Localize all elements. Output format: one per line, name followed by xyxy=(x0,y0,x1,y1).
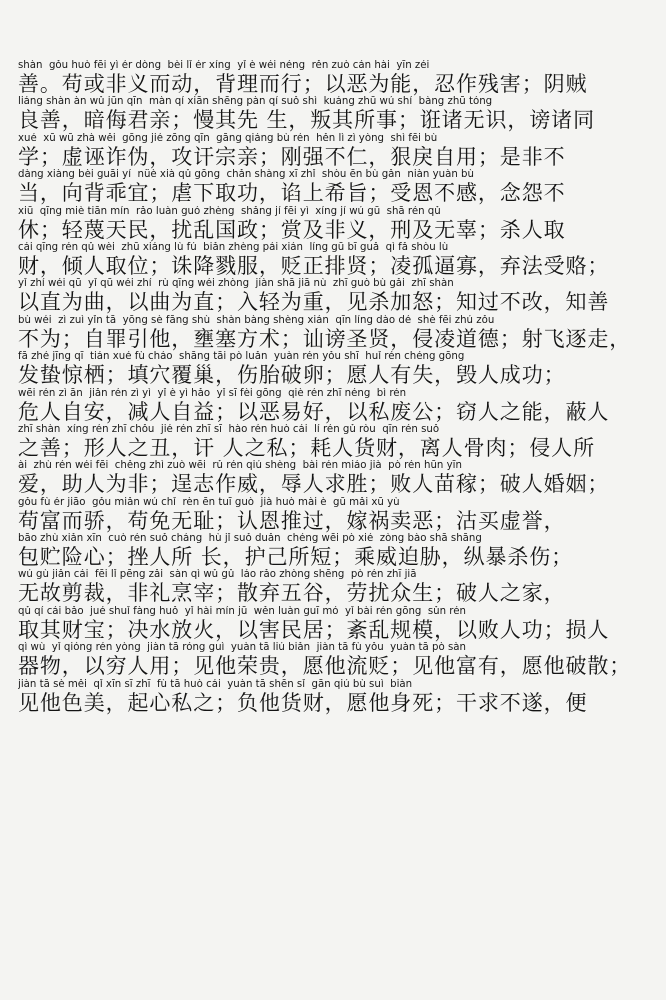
hanzi-line: 当，向背乖宜；虐下取功，谄上希旨；受恩不感，念怨不 xyxy=(18,181,566,206)
text-line xyxy=(18,206,650,242)
hanzi-line: 爱，助人为非；逞志作威，辱人求胜；败人苗稼；破人婚姻； xyxy=(18,472,610,497)
text-line xyxy=(18,424,650,460)
pinyin-line: yǐ zhí wéi qū yǐ qū wéi zhí rù qīng wéi zhòng jiàn shā jiā nù zhī guò bù gǎi zhī shàn xyxy=(18,278,454,290)
pinyin-line: xiū qīng miè tiān mín rǎo luàn guó zhèng shǎng jí fēi yì xíng jí wú gū shā rén qǔ xyxy=(18,205,441,217)
text-line xyxy=(18,497,650,533)
pinyin-line: bāo zhù xiǎn xīn cuò rén suǒ cháng hù jǐ suǒ duǎn chéng wēi pò xié zòng bào shā shāng xyxy=(18,533,482,545)
hanzi-line: 器物，以穷人用；见他荣贵，愿他流贬；见他富有，愿他破散； xyxy=(18,654,632,679)
text-line xyxy=(18,642,650,678)
text-line xyxy=(18,96,650,132)
text-page xyxy=(18,60,650,715)
text-line xyxy=(18,315,650,351)
hanzi-line: 学；虚诬诈伪，攻讦宗亲；刚强不仁，狠戾自用；是非不 xyxy=(18,144,566,169)
hanzi-line: 危人自安，减人自益；以恶易好，以私废公；窃人之能，蔽人 xyxy=(18,399,610,424)
hanzi-line: 苟富而骄，苟免无耻；认恩推过，嫁祸卖恶；沽买虚誉， xyxy=(18,508,566,533)
hanzi-line: 见他色美，起心私之；负他货财，愿他身死；干求不遂，便 xyxy=(18,690,588,715)
hanzi-line: 以直为曲，以曲为直；入轻为重，见杀加怒；知过不改，知善 xyxy=(18,290,610,315)
pinyin-line: bù wéi zì zuì yǐn tā yōng sè fāng shù shàn bàng shèng xián qīn líng dào dé shè fēi zhú zǒu xyxy=(18,314,495,326)
hanzi-line: 发蛰惊栖；填穴覆巢，伤胎破卵；愿人有失，毁人成功； xyxy=(18,363,566,388)
text-line xyxy=(18,388,650,424)
pinyin-line: xué xū wū zhà wěi gōng jié zōng qīn gāng qiáng bù rén hěn lì zì yòng shì fēi bù xyxy=(18,132,438,144)
text-line xyxy=(18,460,650,496)
hanzi-line: 休；轻蔑天民，扰乱国政；赏及非义，刑及无辜；杀人取 xyxy=(18,217,566,242)
pinyin-line: fā zhé jīng qī tián xué fù cháo shāng tāi pò luǎn yuàn rén yǒu shī huǐ rén chéng gōng xyxy=(18,351,465,363)
text-line xyxy=(18,60,650,96)
hanzi-line: 善。苟或非义而动，背理而行；以恶为能，忍作残害；阴贼 xyxy=(18,72,588,96)
pinyin-line: wēi rén zì ān jiǎn rén zì yì yǐ è yì hǎo yǐ sī fèi gōng qiè rén zhī néng bì rén xyxy=(18,387,407,399)
text-line xyxy=(18,133,650,169)
text-line xyxy=(18,169,650,205)
pinyin-line: qǔ qí cái bǎo jué shuǐ fàng huǒ yǐ hài mín jū wěn luàn guī mó yǐ bài rén gōng sǔn rén xyxy=(18,605,467,617)
text-line xyxy=(18,533,650,569)
hanzi-line: 无故剪裁，非礼烹宰；散弃五谷，劳扰众生；破人之家， xyxy=(18,581,566,606)
hanzi-line: 取其财宝；决水放火，以害民居；紊乱规模，以败人功；损人 xyxy=(18,617,610,642)
hanzi-line: 财，倾人取位；诛降戮服，贬正排贤；凌孤逼寡，弃法受赂； xyxy=(18,253,610,278)
pinyin-line: zhī shàn xíng rén zhī chǒu jié rén zhī sī hào rén huò cái lí rén gǔ ròu qīn rén suǒ xyxy=(18,423,440,435)
pinyin-line: liáng shàn àn wǔ jūn qīn màn qí xiān shēng pàn qí suǒ shì kuáng zhū wú shí bàng zhū tóng xyxy=(18,96,493,108)
pinyin-line: ài zhù rén wéi fēi chěng zhì zuò wēi rǔ rén qiú shèng bài rén miáo jià pò rén hūn yīn xyxy=(18,460,462,472)
hanzi-line: 不为；自罪引他，壅塞方术；讪谤圣贤，侵凌道德；射飞逐走， xyxy=(18,326,632,351)
hanzi-line: 包贮险心；挫人所 长，护己所短；乘威迫胁，纵暴杀伤； xyxy=(18,545,574,570)
pinyin-line: jiàn tā sè měi qǐ xīn sī zhī fù tā huò cái yuàn tā shēn sǐ gān qiú bù suì biàn xyxy=(18,678,413,690)
pinyin-line: cái qīng rén qǔ wèi zhū xiáng lù fú biǎn zhèng pái xián líng gū bī guǎ qì fǎ shòu lù xyxy=(18,241,449,253)
text-line xyxy=(18,278,650,314)
text-line xyxy=(18,679,650,715)
pinyin-line: dàng xiàng bèi guāi yí nüè xià qǔ gōng chǎn shàng xī zhǐ shòu ēn bù gǎn niàn yuàn bù xyxy=(18,169,474,181)
text-line xyxy=(18,242,650,278)
text-line xyxy=(18,569,650,605)
pinyin-line: wú gù jiǎn cái fēi lǐ pēng zǎi sàn qì wǔ gǔ láo rǎo zhòng shēng pò rén zhī jiā xyxy=(18,569,417,581)
pinyin-line: gǒu fù ér jiāo gǒu miǎn wú chǐ rèn ēn tuī guò jià huò mài è gū mǎi xū yù xyxy=(18,496,400,508)
text-line xyxy=(18,351,650,387)
pinyin-line: qì wù yǐ qióng rén yòng jiàn tā róng guì yuàn tā liú biǎn jiàn tā fù yǒu yuàn tā pò sàn xyxy=(18,642,466,654)
text-line xyxy=(18,606,650,642)
hanzi-line: 良善，暗侮君亲；慢其先 生，叛其所事；诳诸无识，谤诸同 xyxy=(18,108,595,133)
pinyin-line: shàn gǒu huò fēi yì ér dòng bèi lǐ ér xíng yǐ è wéi néng rěn zuò cán hài yīn zéi xyxy=(18,60,430,71)
hanzi-line: 之善；形人之丑，讦 人之私；耗人货财，离人骨肉；侵人所 xyxy=(18,435,595,460)
